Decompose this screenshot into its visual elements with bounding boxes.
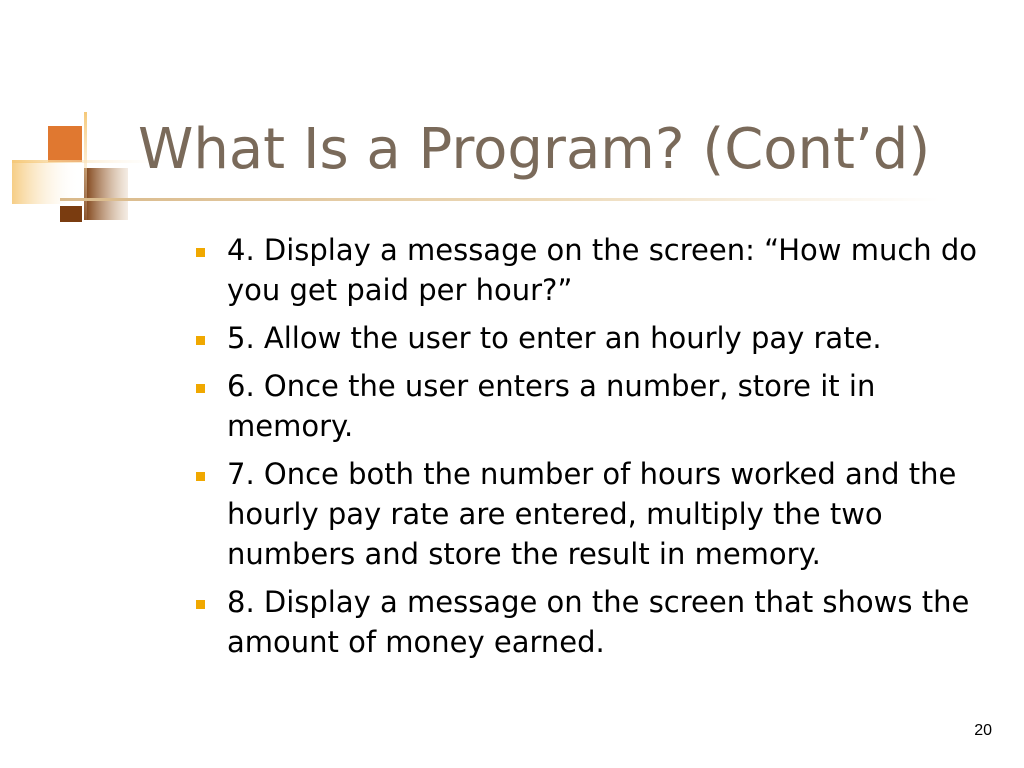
bullet-square-icon [196, 384, 205, 393]
bullet-item-7 [194, 454, 1004, 574]
bullet-square-icon [196, 336, 205, 345]
bullet-item-8 [194, 582, 1004, 662]
bullet-square-icon [196, 472, 205, 481]
bullet-item-6 [194, 366, 1004, 446]
bullet-text: 6. Once the user enters a number, store it in memory. [227, 369, 876, 443]
bullet-text: 5. Allow the user to enter an hourly pay rate. [227, 321, 882, 355]
bullet-text: 7. Once both the number of hours worked and the hourly pay rate are entered, multiply the two numbers and store the result in memory. [227, 457, 957, 571]
bullet-square-icon [196, 600, 205, 609]
bullet-text: 4. Display a message on the screen: “How much do you get paid per hour?” [227, 233, 978, 307]
bullet-list [194, 230, 1004, 670]
bullet-item-5 [194, 318, 1004, 358]
title-underline [60, 198, 940, 201]
brown-square [84, 168, 128, 220]
small-brown-square [60, 206, 82, 222]
page-number: 20 [974, 722, 992, 739]
bullet-text: 8. Display a message on the screen that shows the amount of money earned. [227, 585, 970, 659]
bullet-item-4 [194, 230, 1004, 310]
orange-square [48, 126, 82, 162]
slide-title: What Is a Program? (Cont’d) [138, 117, 931, 182]
bullet-square-icon [196, 248, 205, 257]
vertical-line [84, 112, 87, 232]
